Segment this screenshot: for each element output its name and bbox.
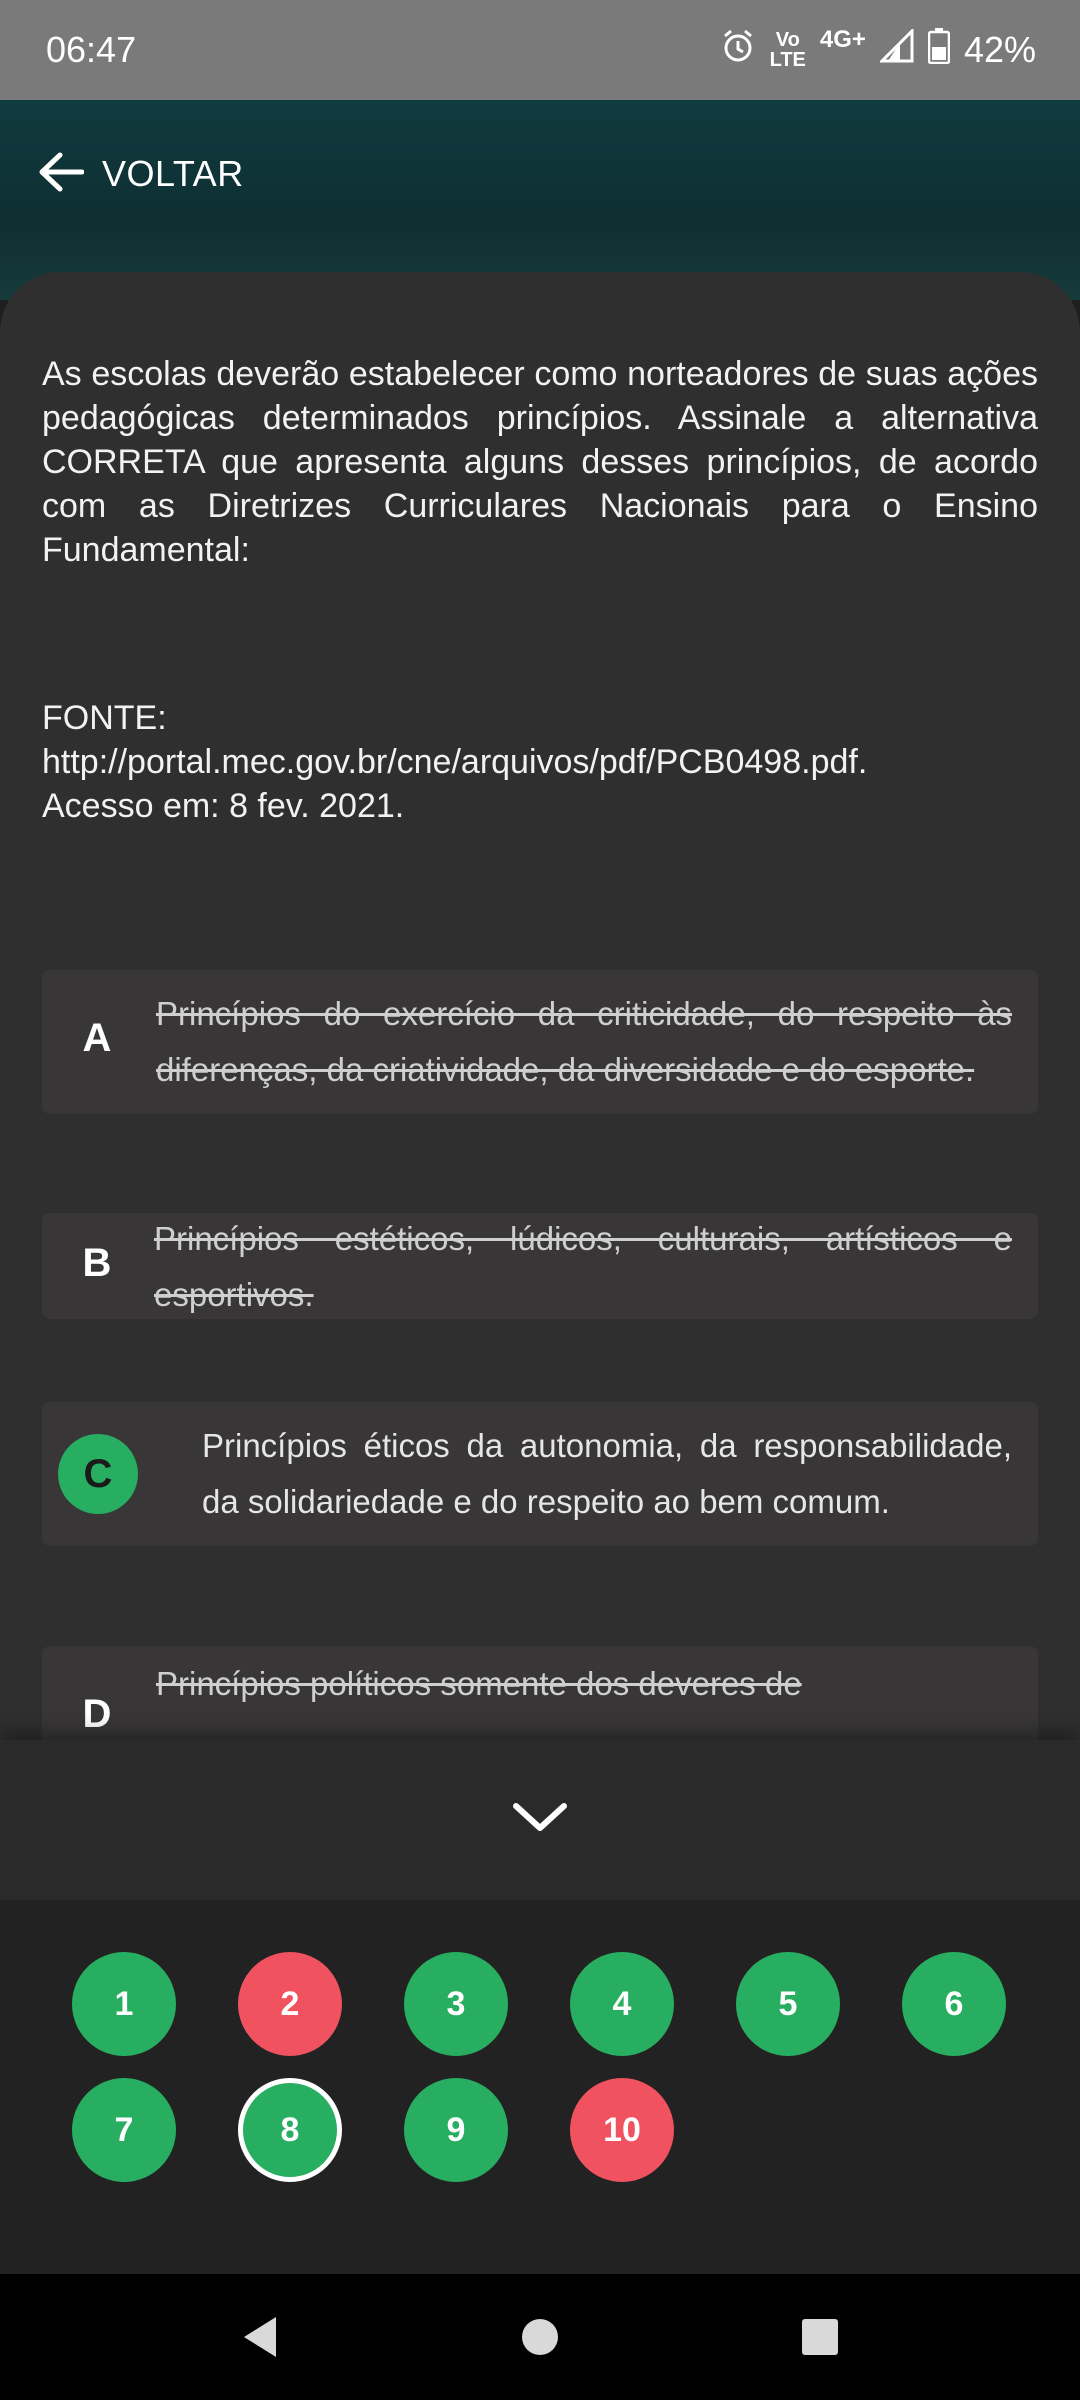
question-3-button[interactable]: 3	[404, 1952, 508, 2056]
option-selected-badge: C	[58, 1434, 138, 1514]
source-access: Acesso em: 8 fev. 2021.	[42, 787, 405, 825]
battery-icon	[928, 28, 950, 73]
question-text: As escolas deverão estabelecer como norteadores de suas ações pedagógicas determinados princípios. Assinale a alternativa CORRETA que apresenta alguns desses princípios, de acordo com as Diretrizes Curriculares Nacionais para o Ensino Fundamental:	[42, 355, 1038, 569]
status-bar	[0, 0, 1080, 100]
header	[0, 100, 1080, 300]
system-navigation-bar	[0, 2274, 1080, 2400]
source-label: FONTE:	[42, 699, 167, 737]
chevron-down-icon	[510, 1800, 570, 1841]
option-letter: D	[82, 1692, 112, 1736]
option-letter: B	[82, 1241, 112, 1285]
question-9-button[interactable]: 9	[404, 2078, 508, 2182]
volte-icon: Vo LTE	[769, 29, 806, 71]
question-2-button[interactable]: 2	[238, 1952, 342, 2056]
network-type: 4G+	[819, 26, 866, 53]
circle-home-icon[interactable]	[510, 2307, 570, 2367]
option-text: Princípios do exercício da criticidade, do respeito às diferenças, da criatividade, da diversidade e do esporte.	[156, 995, 1012, 1088]
question-4-button[interactable]: 4	[570, 1952, 674, 2056]
collapse-panel-button[interactable]	[0, 1740, 1080, 1900]
square-recents-icon[interactable]	[790, 2307, 850, 2367]
triangle-back-icon[interactable]	[230, 2307, 290, 2367]
option-a[interactable]	[42, 970, 1038, 1114]
question-7-button[interactable]: 7	[72, 2078, 176, 2182]
option-b[interactable]	[42, 1213, 1038, 1319]
option-text: Princípios éticos da autonomia, da responsabilidade, da solidariedade e do respeito ao bem comum.	[202, 1427, 1012, 1520]
option-c[interactable]	[42, 1402, 1038, 1546]
option-d[interactable]	[42, 1646, 1038, 1752]
option-text: Princípios estéticos, lúdicos, culturais, artísticos e esportivos.	[154, 1220, 1012, 1313]
source-url: http://portal.mec.gov.br/cne/arquivos/pdf/PCB0498.pdf.	[42, 743, 868, 781]
back-button[interactable]	[38, 150, 244, 198]
question-card[interactable]	[0, 272, 1080, 1752]
signal-icon	[880, 29, 914, 72]
question-1-button[interactable]: 1	[72, 1952, 176, 2056]
battery-percent: 42%	[963, 29, 1036, 70]
option-text: Princípios políticos somente dos deveres de	[156, 1665, 802, 1702]
back-label: VOLTAR	[102, 153, 244, 194]
question-navigator	[0, 1900, 1080, 2274]
question-source	[42, 696, 1038, 828]
alarm-icon	[720, 28, 756, 73]
question-6-button[interactable]: 6	[902, 1952, 1006, 2056]
question-8-button[interactable]: 8	[238, 2078, 342, 2182]
option-letter: A	[82, 1016, 112, 1060]
status-icons	[720, 28, 1036, 73]
status-time: 06:47	[46, 29, 137, 70]
question-10-button[interactable]: 10	[570, 2078, 674, 2182]
question-5-button[interactable]: 5	[736, 1952, 840, 2056]
arrow-left-icon	[38, 151, 84, 198]
